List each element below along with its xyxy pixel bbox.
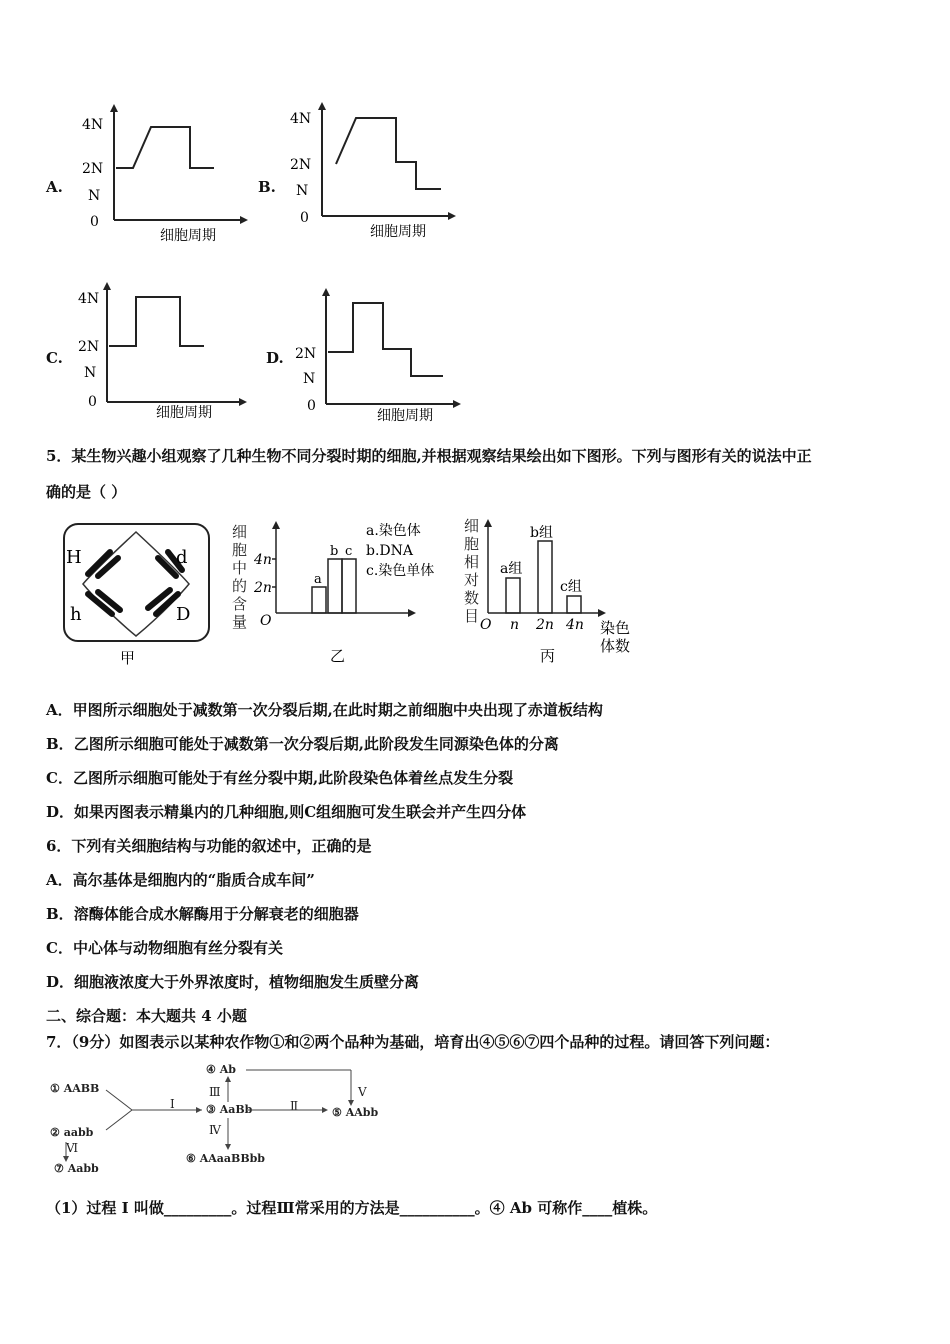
q5-option-c: C．乙图所示细胞可能处于有丝分裂中期,此阶段染色体着丝点发生分裂 xyxy=(46,769,514,787)
fig-jia-label-h: H xyxy=(66,547,82,568)
graph-a-tick-0: 0 xyxy=(90,214,99,230)
fig-yi xyxy=(228,515,468,665)
fig-yi-bar-a: a xyxy=(314,572,322,587)
q6-option-c: C．中心体与动物细胞有丝分裂有关 xyxy=(46,939,283,957)
section-2-heading: 二、综合题：本大题共 4 小题 xyxy=(46,1007,247,1025)
graph-b-tick-4n: 4N xyxy=(290,111,312,127)
graph-c-tick-4n: 4N xyxy=(78,291,100,307)
process-1: I xyxy=(170,1097,175,1111)
svg-text:对: 对 xyxy=(464,571,480,589)
svg-text:的: 的 xyxy=(232,577,248,595)
fig-bing-tick-o: O xyxy=(480,617,492,633)
graph-b-tick-n: N xyxy=(296,183,309,199)
fig-jia-caption: 甲 xyxy=(120,649,136,667)
svg-text:胞: 胞 xyxy=(232,541,248,559)
q5-stem-line2: 确的是（ ） xyxy=(46,483,127,501)
q6-option-d: D．细胞液浓度大于外界浓度时，植物细胞发生质壁分离 xyxy=(46,973,420,991)
graph-b-xlabel: 细胞周期 xyxy=(370,224,426,240)
graph-c xyxy=(74,280,254,425)
svg-text:细: 细 xyxy=(464,517,480,535)
graph-b-tick-0: 0 xyxy=(300,210,309,226)
svg-text:含: 含 xyxy=(232,595,248,613)
node-5-aabb: ⑤ AAbb xyxy=(332,1106,379,1119)
graph-c-tick-0: 0 xyxy=(88,394,97,410)
svg-text:相: 相 xyxy=(464,553,480,571)
svg-text:数: 数 xyxy=(464,589,480,607)
graph-b xyxy=(286,98,466,243)
fig-bing-bar-c: c组 xyxy=(560,579,582,595)
q5-option-d: D．如果丙图表示精巢内的几种细胞,则C组细胞可发生联会并产生四分体 xyxy=(46,803,527,821)
node-6-aaaabbbb: ⑥ AAaaBBbb xyxy=(186,1152,265,1165)
q6-option-a: A．高尔基体是细胞内的“脂质合成车间” xyxy=(46,871,315,889)
fig-yi-tick-2n: 2n xyxy=(254,580,272,596)
fig-bing-bar-b: b组 xyxy=(530,525,553,541)
q7-subquestion-1: （1）过程 I 叫做_________。过程Ⅲ常采用的方法是__________。④ Ab 可称作____植株。 xyxy=(46,1199,658,1217)
q6-option-b: B．溶酶体能合成水解酶用于分解衰老的细胞器 xyxy=(46,905,359,923)
fig-bing-xlabel-2: 体数 xyxy=(600,637,631,655)
process-6: Ⅵ xyxy=(66,1141,79,1155)
q7-stem: 7．（9分）如图表示以某种农作物①和②两个品种为基础，培育出④⑤⑥⑦四个品种的过程。请回答下列问题： xyxy=(46,1033,780,1051)
fig-jia-label-d: D xyxy=(176,604,191,625)
node-3-aabb: ③ AaBb xyxy=(206,1103,253,1116)
fig-yi-legend-a: a.染色体 xyxy=(366,523,421,539)
graph-c-label: C. xyxy=(46,349,63,367)
fig-jia-label-h-lower: h xyxy=(70,604,82,625)
svg-text:中: 中 xyxy=(232,559,248,577)
process-3: Ⅲ xyxy=(209,1085,221,1099)
node-4-ab: ④ Ab xyxy=(206,1063,236,1076)
fig-bing-tick-n: n xyxy=(510,617,520,633)
fig-bing-caption: 丙 xyxy=(540,647,556,665)
graph-a xyxy=(78,100,258,245)
fig-yi-tick-4n: 4n xyxy=(254,552,272,568)
q5-option-b: B．乙图所示细胞可能处于减数第一次分裂后期,此阶段发生同源染色体的分离 xyxy=(46,735,559,753)
svg-text:量: 量 xyxy=(232,613,248,631)
graph-b-label: B. xyxy=(258,178,276,196)
fig-yi-tick-o: O xyxy=(260,613,272,629)
fig-bing-bar-a: a组 xyxy=(500,561,523,577)
graph-a-xlabel: 细胞周期 xyxy=(160,228,216,244)
fig-bing-tick-2n: 2n xyxy=(536,617,554,633)
fig-bing-xlabel-1: 染色 xyxy=(600,619,631,637)
q5-option-a: A．甲图所示细胞处于减数第一次分裂后期,在此时期之前细胞中央出现了赤道板结构 xyxy=(46,701,603,719)
graph-d-tick-2n: 2N xyxy=(295,346,317,362)
fig-jia xyxy=(58,518,218,668)
fig-yi-legend-b: b.DNA xyxy=(366,543,413,559)
fig-bing xyxy=(460,515,650,665)
fig-bing-tick-4n: 4n xyxy=(566,617,584,633)
fig-yi-bar-c: c xyxy=(345,544,353,559)
fig-yi-caption: 乙 xyxy=(330,647,346,665)
q6-stem: 6．下列有关细胞结构与功能的叙述中，正确的是 xyxy=(46,837,372,855)
graph-d xyxy=(293,286,473,431)
node-1-aabb: ① AABB xyxy=(50,1082,100,1095)
graph-a-tick-4n: 4N xyxy=(82,117,104,133)
graph-a-tick-n: N xyxy=(88,188,101,204)
fig-yi-bar-b: b xyxy=(330,544,339,559)
svg-text:目: 目 xyxy=(464,607,480,625)
graph-d-tick-0: 0 xyxy=(307,398,316,414)
graph-a-label: A. xyxy=(46,178,63,196)
graph-a-tick-2n: 2N xyxy=(82,161,104,177)
fig-jia-label-d-lower: d xyxy=(176,547,188,568)
graph-c-tick-n: N xyxy=(84,365,97,381)
process-4: Ⅳ xyxy=(209,1123,221,1137)
fig-yi-legend-c: c.染色单体 xyxy=(366,563,435,579)
graph-c-xlabel: 细胞周期 xyxy=(156,405,212,421)
node-2-aabb: ② aabb xyxy=(50,1126,94,1139)
process-2: Ⅱ xyxy=(290,1099,299,1113)
svg-text:胞: 胞 xyxy=(464,535,480,553)
graph-d-tick-n: N xyxy=(303,371,316,387)
q7-breeding-diagram xyxy=(46,1058,396,1178)
graph-d-xlabel: 细胞周期 xyxy=(377,408,433,424)
graph-d-label: D. xyxy=(266,349,284,367)
svg-text:细: 细 xyxy=(232,523,248,541)
node-7-aabb: ⑦ Aabb xyxy=(54,1162,99,1175)
process-5: Ⅴ xyxy=(358,1085,367,1099)
graph-b-tick-2n: 2N xyxy=(290,157,312,173)
graph-c-tick-2n: 2N xyxy=(78,339,100,355)
q5-stem-line1: 5．某生物兴趣小组观察了几种生物不同分裂时期的细胞,并根据观察结果绘出如下图形。下列与图形有关的说法中正 xyxy=(46,447,812,465)
